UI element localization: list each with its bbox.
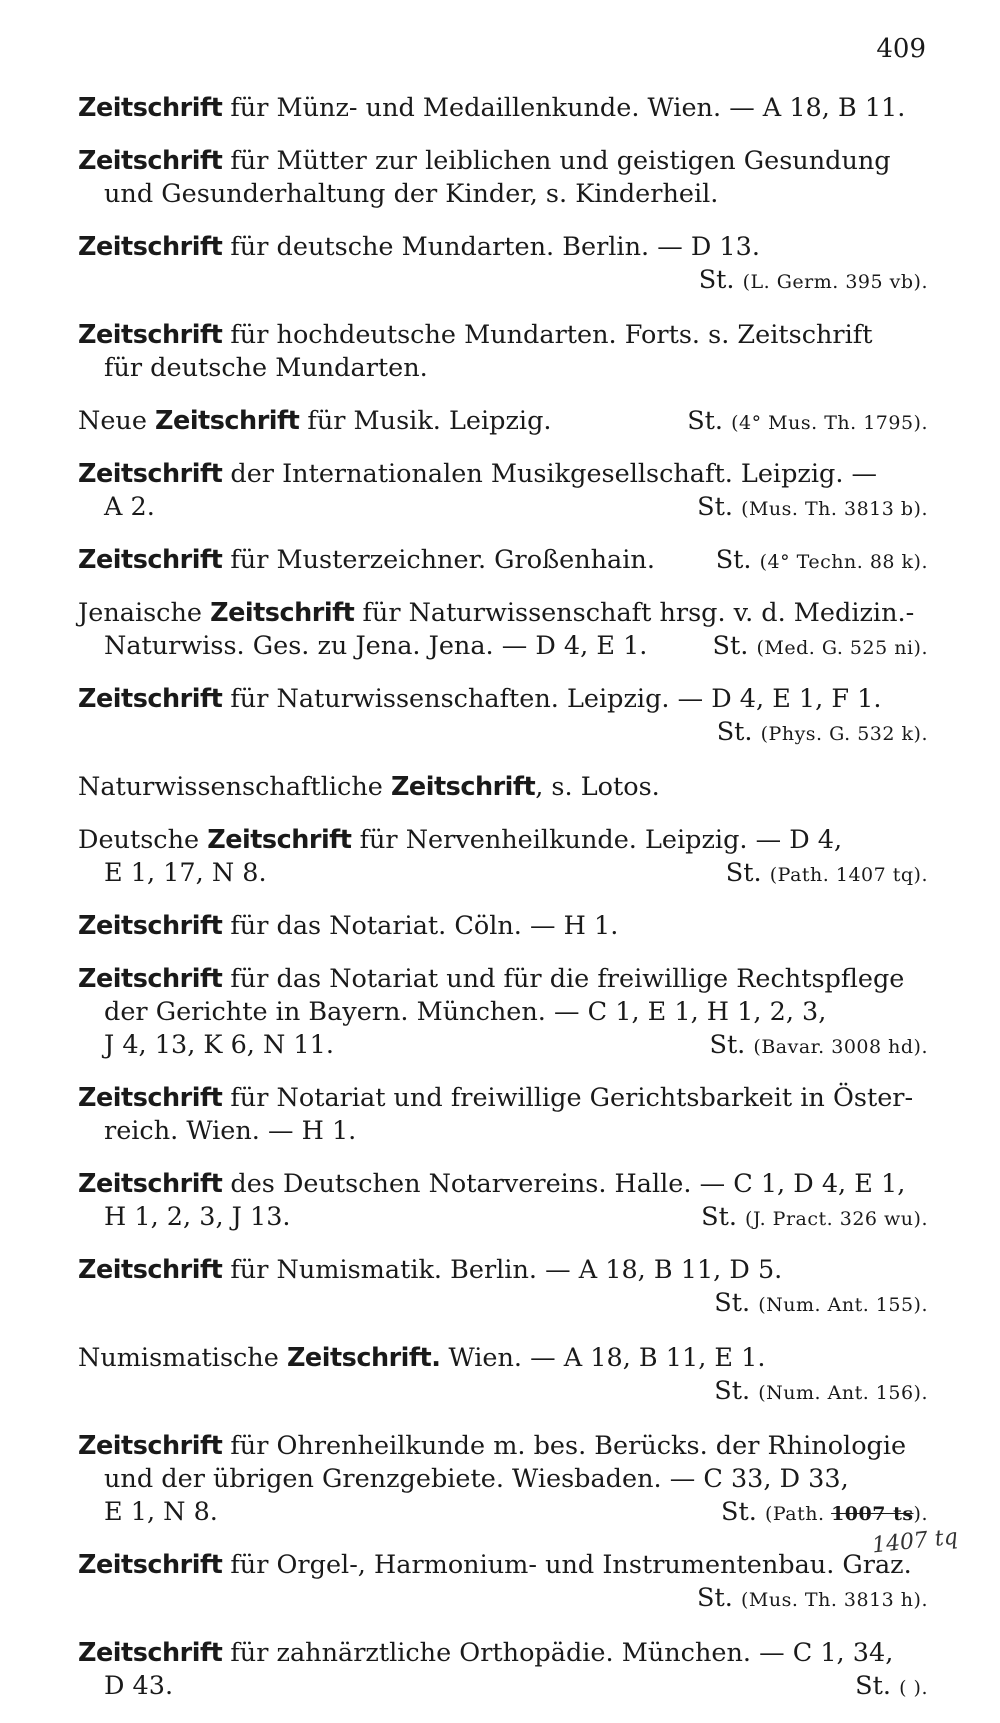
- shelfmark-line: [78, 1287, 928, 1322]
- entry-text: und Gesunderhaltung der Kinder, s. Kinderheil.: [104, 179, 719, 209]
- entry-line: [78, 1549, 928, 1582]
- shelfmark-prefix: St.: [716, 717, 753, 747]
- shelfmark-code: (Mus. Th. 3813 b).: [741, 498, 928, 520]
- entry-keyword: Zeitschrift: [210, 598, 355, 628]
- entry-line: [78, 458, 928, 491]
- entry-line: [78, 857, 928, 890]
- catalog-entry: [78, 92, 928, 125]
- entry-text: für Ohrenheilkunde m. bes. Berücks. der Rhinologie: [222, 1431, 907, 1461]
- entry-line: [78, 405, 928, 438]
- entry-keyword: Zeitschrift: [78, 320, 223, 350]
- shelfmark-prefix: St.: [721, 1497, 757, 1527]
- entry-text: Wien. — A 18, B 11, E 1.: [440, 1343, 766, 1373]
- entry-text: für Naturwissenschaft hrsg. v. d. Medizin.-: [354, 598, 915, 628]
- page-number: 409: [876, 34, 926, 64]
- shelfmark-prefix: St.: [701, 1202, 737, 1232]
- entry-text: für deutsche Mundarten.: [104, 353, 428, 383]
- catalog-entry: [78, 771, 928, 804]
- entry-line: [78, 910, 928, 943]
- shelfmark-prefix: St.: [725, 858, 762, 888]
- entry-line: [78, 491, 928, 524]
- shelfmark-code: (Mus. Th. 3813 h).: [740, 1589, 928, 1611]
- entry-line: [78, 1430, 928, 1463]
- entry-text: der Internationalen Musikgesellschaft. Leipzig. —: [222, 459, 878, 489]
- catalog-entry: [78, 1082, 928, 1148]
- catalog-entry: [78, 1342, 928, 1410]
- shelfmark-prefix: St.: [712, 631, 749, 661]
- entry-line: [78, 178, 928, 211]
- entry-keyword: Zeitschrift: [78, 232, 223, 262]
- shelfmark-prefix: St.: [697, 492, 733, 522]
- entry-text: für das Notariat und für die freiwillige Rechtspflege: [222, 964, 905, 994]
- entry-line: [78, 1201, 928, 1234]
- entry-keyword: Zeitschrift: [78, 545, 223, 575]
- shelfmark-prefix: St.: [715, 545, 752, 575]
- entry-keyword: Zeitschrift.: [286, 1343, 441, 1373]
- entry-keyword: Zeitschrift: [78, 1169, 223, 1199]
- shelfmark-code: (Num. Ant. 155).: [758, 1294, 928, 1316]
- catalog-entry: [78, 1254, 928, 1322]
- entry-line: [78, 1496, 928, 1529]
- shelfmark: [726, 857, 928, 892]
- entry-line: [78, 1168, 928, 1201]
- catalog-entry: [78, 1549, 928, 1617]
- shelfmark-code: (J. Pract. 326 wu).: [745, 1208, 928, 1230]
- entry-line: [78, 319, 928, 352]
- entry-keyword: Zeitschrift: [78, 1550, 223, 1580]
- entry-text: und der übrigen Grenzgebiete. Wiesbaden. — C 33, D 33,: [104, 1464, 849, 1494]
- shelfmark-code: (L. Germ. 395 vb).: [742, 271, 928, 293]
- catalog-entry: [78, 231, 928, 299]
- entry-text: für Orgel-, Harmonium- und Instrumentenbau. Graz.: [222, 1550, 912, 1580]
- shelfmark-code: (4° Mus. Th. 1795).: [731, 412, 928, 434]
- entry-keyword: Zeitschrift: [390, 772, 536, 802]
- entry-keyword: Zeitschrift: [78, 459, 223, 489]
- entry-line: [78, 145, 928, 178]
- entry-line: [78, 352, 928, 385]
- entry-line: [78, 1463, 928, 1496]
- shelfmark-prefix: St.: [714, 1376, 751, 1406]
- entry-line: [78, 963, 928, 996]
- entry-keyword: Zeitschrift: [155, 406, 300, 436]
- shelfmark: [709, 1029, 928, 1064]
- shelfmark-line: [78, 264, 928, 299]
- entry-prefix: Naturwissenschaftliche: [78, 772, 391, 802]
- shelfmark-line: [78, 1582, 928, 1617]
- entry-text: Naturwiss. Ges. zu Jena. Jena. — D 4, E 1.: [104, 631, 648, 661]
- shelfmark: [717, 717, 928, 747]
- shelfmark-code: (Bavar. 3008 hd).: [753, 1036, 928, 1058]
- catalog-entry: [78, 1430, 960, 1559]
- entry-keyword: Zeitschrift: [78, 1638, 223, 1668]
- catalog-entry: [78, 597, 928, 663]
- shelfmark-code: (Path. 1407 tq).: [769, 864, 928, 886]
- entry-text: für Naturwissenschaften. Leipzig. — D 4, E 1, F 1.: [222, 684, 882, 714]
- entry-line: [78, 231, 928, 264]
- entry-line: [78, 1029, 928, 1062]
- shelfmark-code: ( ).: [899, 1677, 928, 1699]
- shelfmark-tail: ).: [913, 1503, 928, 1525]
- catalog-entry: [78, 1168, 928, 1234]
- entry-prefix: Jenaische: [78, 598, 211, 628]
- catalog-entry: [78, 910, 928, 943]
- entry-text: für Notariat und freiwillige Gerichtsbarkeit in Öster-: [222, 1083, 914, 1113]
- entry-prefix: Numismatische: [78, 1343, 287, 1373]
- shelfmark: [699, 265, 928, 295]
- catalog-entry: [78, 145, 928, 211]
- entry-line: [78, 1670, 928, 1703]
- catalog-entry: [78, 544, 928, 577]
- entry-text: E 1, 17, N 8.: [104, 858, 267, 888]
- shelfmark-prefix: St.: [855, 1671, 891, 1701]
- entry-text: für deutsche Mundarten. Berlin. — D 13.: [222, 232, 760, 262]
- shelfmark-line: [78, 716, 928, 751]
- entry-line: [78, 1254, 928, 1287]
- shelfmark-code: (Num. Ant. 156).: [758, 1382, 928, 1404]
- entry-line: [78, 1082, 928, 1115]
- shelfmark: [714, 1288, 928, 1318]
- entry-prefix: Deutsche: [78, 825, 208, 855]
- entry-text: für Münz- und Medaillenkunde. Wien. — A 18, B 11.: [222, 93, 906, 123]
- catalog-entry: [78, 824, 928, 890]
- entry-keyword: Zeitschrift: [78, 1431, 223, 1461]
- entry-keyword: Zeitschrift: [78, 1083, 223, 1113]
- entry-line: [78, 1342, 928, 1375]
- shelfmark: [714, 1376, 928, 1406]
- shelfmark-code: (Phys. G. 532 k).: [760, 723, 928, 745]
- entry-line: [78, 630, 928, 663]
- entry-keyword: Zeitschrift: [78, 93, 223, 123]
- entry-line: [78, 771, 928, 804]
- entry-keyword: Zeitschrift: [78, 964, 223, 994]
- entry-line: [78, 824, 928, 857]
- catalog-entry: [78, 683, 928, 751]
- shelfmark: [697, 491, 928, 526]
- entry-keyword: Zeitschrift: [207, 825, 352, 855]
- entry-text: D 43.: [104, 1671, 174, 1701]
- shelfmark-prefix: St.: [698, 265, 735, 295]
- entry-keyword: Zeitschrift: [78, 684, 223, 714]
- entry-line: [78, 544, 928, 577]
- entry-text: für zahnärztliche Orthopädie. München. — C 1, 34,: [222, 1638, 894, 1668]
- entry-line: [78, 683, 928, 716]
- shelfmark: [713, 630, 928, 665]
- shelfmark: [687, 405, 928, 440]
- shelfmark: [716, 544, 928, 579]
- entry-text: für hochdeutsche Mundarten. Forts. s. Zeitschrift: [222, 320, 873, 350]
- entry-text: für Musterzeichner. Großenhain.: [222, 545, 655, 575]
- catalog-entry: [78, 405, 928, 438]
- entry-text: für Nervenheilkunde. Leipzig. — D 4,: [351, 825, 843, 855]
- entry-text: , s. Lotos.: [535, 772, 660, 802]
- shelfmark-prefix: St.: [709, 1030, 746, 1060]
- entry-text: A 2.: [104, 492, 155, 522]
- shelfmark: [855, 1670, 928, 1705]
- entry-text: für Mütter zur leiblichen und geistigen Gesundung: [222, 146, 891, 176]
- catalog-entry: [78, 458, 928, 524]
- shelfmark: [697, 1583, 928, 1613]
- entry-text: J 4, 13, K 6, N 11.: [104, 1030, 334, 1060]
- entry-prefix: Neue: [78, 406, 156, 436]
- catalog-entry: [78, 1637, 928, 1703]
- entry-line: [78, 1637, 928, 1670]
- shelfmark-prefix: St.: [687, 406, 724, 436]
- entry-text: E 1, N 8.: [104, 1497, 218, 1527]
- entry-keyword: Zeitschrift: [78, 146, 223, 176]
- entry-text: für Musik. Leipzig.: [299, 406, 552, 436]
- entry-line: [78, 996, 928, 1029]
- shelfmark-prefix: St.: [714, 1288, 751, 1318]
- shelfmark-code: (Med. G. 525 ni).: [756, 637, 928, 659]
- shelfmark: [701, 1201, 928, 1236]
- entry-list: [78, 92, 960, 1723]
- handwritten-note: 1407 tq: [871, 1524, 960, 1559]
- entry-line: [78, 597, 928, 630]
- entry-text: der Gerichte in Bayern. München. — C 1, E 1, H 1, 2, 3,: [104, 997, 827, 1027]
- entry-text: reich. Wien. — H 1.: [104, 1116, 357, 1146]
- entry-line: [78, 1115, 928, 1148]
- entry-text: für Numismatik. Berlin. — A 18, B 11, D 5.: [222, 1255, 783, 1285]
- entry-text: H 1, 2, 3, J 13.: [104, 1202, 291, 1232]
- entry-keyword: Zeitschrift: [78, 911, 223, 941]
- entry-text: des Deutschen Notarvereins. Halle. — C 1, D 4, E 1,: [222, 1169, 906, 1199]
- entry-text: für das Notariat. Cöln. — H 1.: [222, 911, 619, 941]
- catalog-entry: [78, 963, 928, 1062]
- catalog-entry: [78, 319, 928, 385]
- struck-shelfmark: 1007 ts: [831, 1503, 914, 1525]
- shelfmark-code: (4° Techn. 88 k).: [759, 551, 928, 573]
- entry-keyword: Zeitschrift: [78, 1255, 223, 1285]
- entry-line: [78, 92, 928, 125]
- shelfmark-prefix: St.: [697, 1583, 733, 1613]
- shelfmark-line: [78, 1375, 928, 1410]
- shelfmark-code: (Path.: [764, 1503, 832, 1525]
